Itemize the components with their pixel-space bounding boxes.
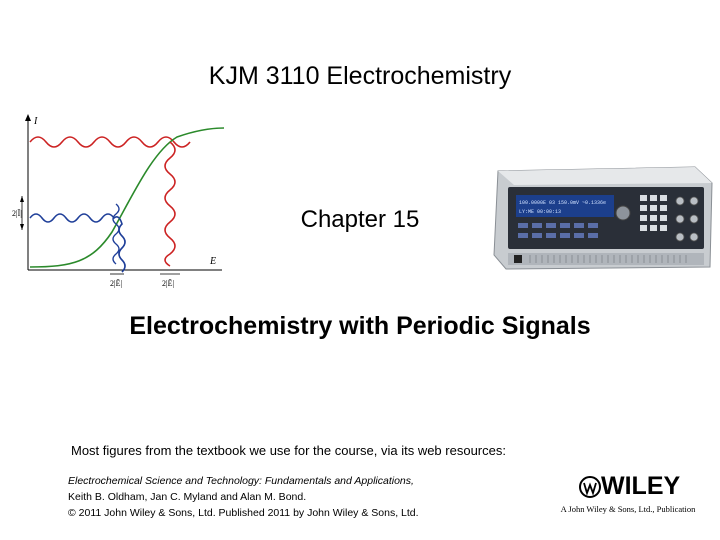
slide-title: Electrochemistry with Periodic Signals	[129, 312, 591, 340]
x-axis-label: E	[210, 256, 217, 267]
blue-vertical-wave	[113, 204, 119, 264]
red-vertical-wave	[165, 142, 175, 266]
source-note: Most figures from the textbook we use for the course, via its web resources:	[71, 443, 506, 458]
blue-current-wave	[30, 214, 125, 272]
y-axis-label: I	[34, 116, 38, 127]
book-authors: Keith B. Oldham, Jan C. Myland and Alan M. Bond.	[68, 491, 307, 503]
course-title: KJM 3110 Electrochemistry	[208, 62, 512, 90]
svg-text:LY:ME 00:00:13: LY:ME 00:00:13	[519, 209, 562, 215]
label-2E-left: 2|Ẽ|	[110, 279, 123, 288]
svg-text:100.0000E 03 150.0mV ~0.1336: 100.0000E 03 150.0mV ~0.1336e	[519, 200, 607, 206]
book-copyright: © 2011 John Wiley & Sons, Ltd. Published 2011 by John Wiley & Sons, Ltd.	[68, 507, 419, 519]
wiley-emblem-icon	[579, 474, 601, 500]
book-credit	[68, 473, 419, 521]
wiley-wordmark: WILEY	[601, 472, 681, 500]
lock-in-amplifier-image	[490, 165, 720, 275]
book-title: Electrochemical Science and Technology: Fundamentals and Applications,	[68, 475, 414, 487]
label-2E-right: 2|Ẽ|	[162, 279, 175, 288]
label-2I: 2|Ĩ|	[12, 209, 22, 218]
green-sigmoid-curve	[30, 128, 224, 267]
wiley-tagline: A John Wiley & Sons, Ltd., Publication	[560, 504, 696, 514]
wiley-logo	[553, 474, 703, 518]
sinusoidal-response-figure	[12, 112, 227, 292]
chapter-label: Chapter 15	[300, 206, 420, 233]
